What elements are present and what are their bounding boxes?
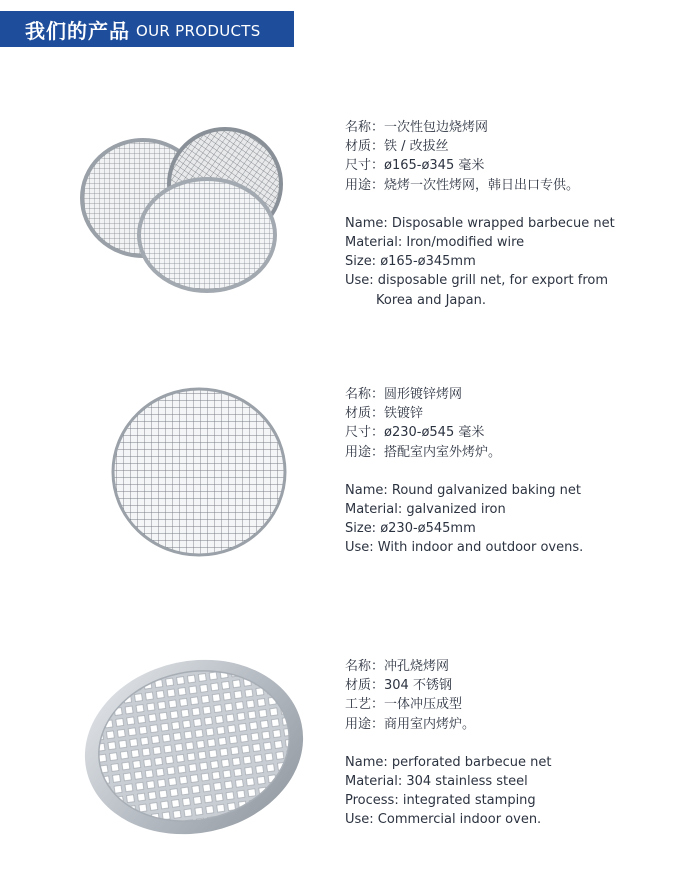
- spec-process-cn: 工艺：一体冲压成型: [345, 697, 463, 713]
- spec-size-cn: 尺寸：ø230-ø545 毫米: [345, 425, 485, 441]
- spec-size-cn: 尺寸：ø165-ø345 毫米: [345, 158, 485, 174]
- product-spec: [345, 385, 583, 558]
- spec-material-cn: 材质：铁镀锌: [345, 406, 424, 422]
- disposable-wrapped-net-image: [75, 118, 290, 293]
- spec-size-en: Size: ø165-ø345mm: [345, 254, 476, 270]
- spec-size-en: Size: ø230-ø545mm: [345, 521, 476, 537]
- spec-material-cn: 材质：304 不锈钢: [345, 678, 452, 694]
- round-galvanized-net-image: [110, 386, 288, 558]
- product-spec: [345, 118, 615, 310]
- spec-process-en: Process: integrated stamping: [345, 793, 536, 809]
- spec-name-en: Name: Round galvanized baking net: [345, 482, 581, 498]
- spec-use-en: Use: disposable grill net, for export from: [345, 273, 609, 289]
- spec-name-cn: 名称：冲孔烧烤网: [345, 659, 450, 674]
- spec-name-cn: 名称：圆形镀锌烤网: [345, 387, 463, 402]
- spec-use-en: Use: Commercial indoor oven.: [345, 812, 542, 828]
- spec-material-en: Material: 304 stainless steel: [345, 774, 528, 790]
- spec-material-en: Material: galvanized iron: [345, 502, 506, 518]
- spec-use-en: Use: With indoor and outdoor ovens.: [345, 540, 584, 556]
- section-header: [0, 11, 294, 47]
- spec-use-cn: 用途：搭配室内室外烤炉。: [345, 444, 502, 460]
- spec-use-cn: 用途：商用室内烤炉。: [345, 716, 476, 732]
- perforated-net-image: [82, 655, 306, 835]
- product-spec: [345, 657, 551, 830]
- spec-material-cn: 材质：铁 / 改拔丝: [345, 139, 449, 155]
- spec-name-cn: 名称：一次性包边烧烤网: [345, 120, 489, 135]
- spec-use-en-cont: Korea and Japan.: [376, 292, 486, 308]
- spec-name-en: Name: Disposable wrapped barbecue net: [345, 215, 615, 231]
- spec-material-en: Material: Iron/modified wire: [345, 235, 525, 251]
- spec-name-en: Name: perforated barbecue net: [345, 754, 552, 770]
- spec-use-cn: 用途：烧烤一次性烤网，韩日出口专供。: [345, 177, 580, 193]
- section-title-cn: 我们的产品: [25, 18, 130, 43]
- section-title-en: OUR PRODUCTS: [136, 21, 261, 40]
